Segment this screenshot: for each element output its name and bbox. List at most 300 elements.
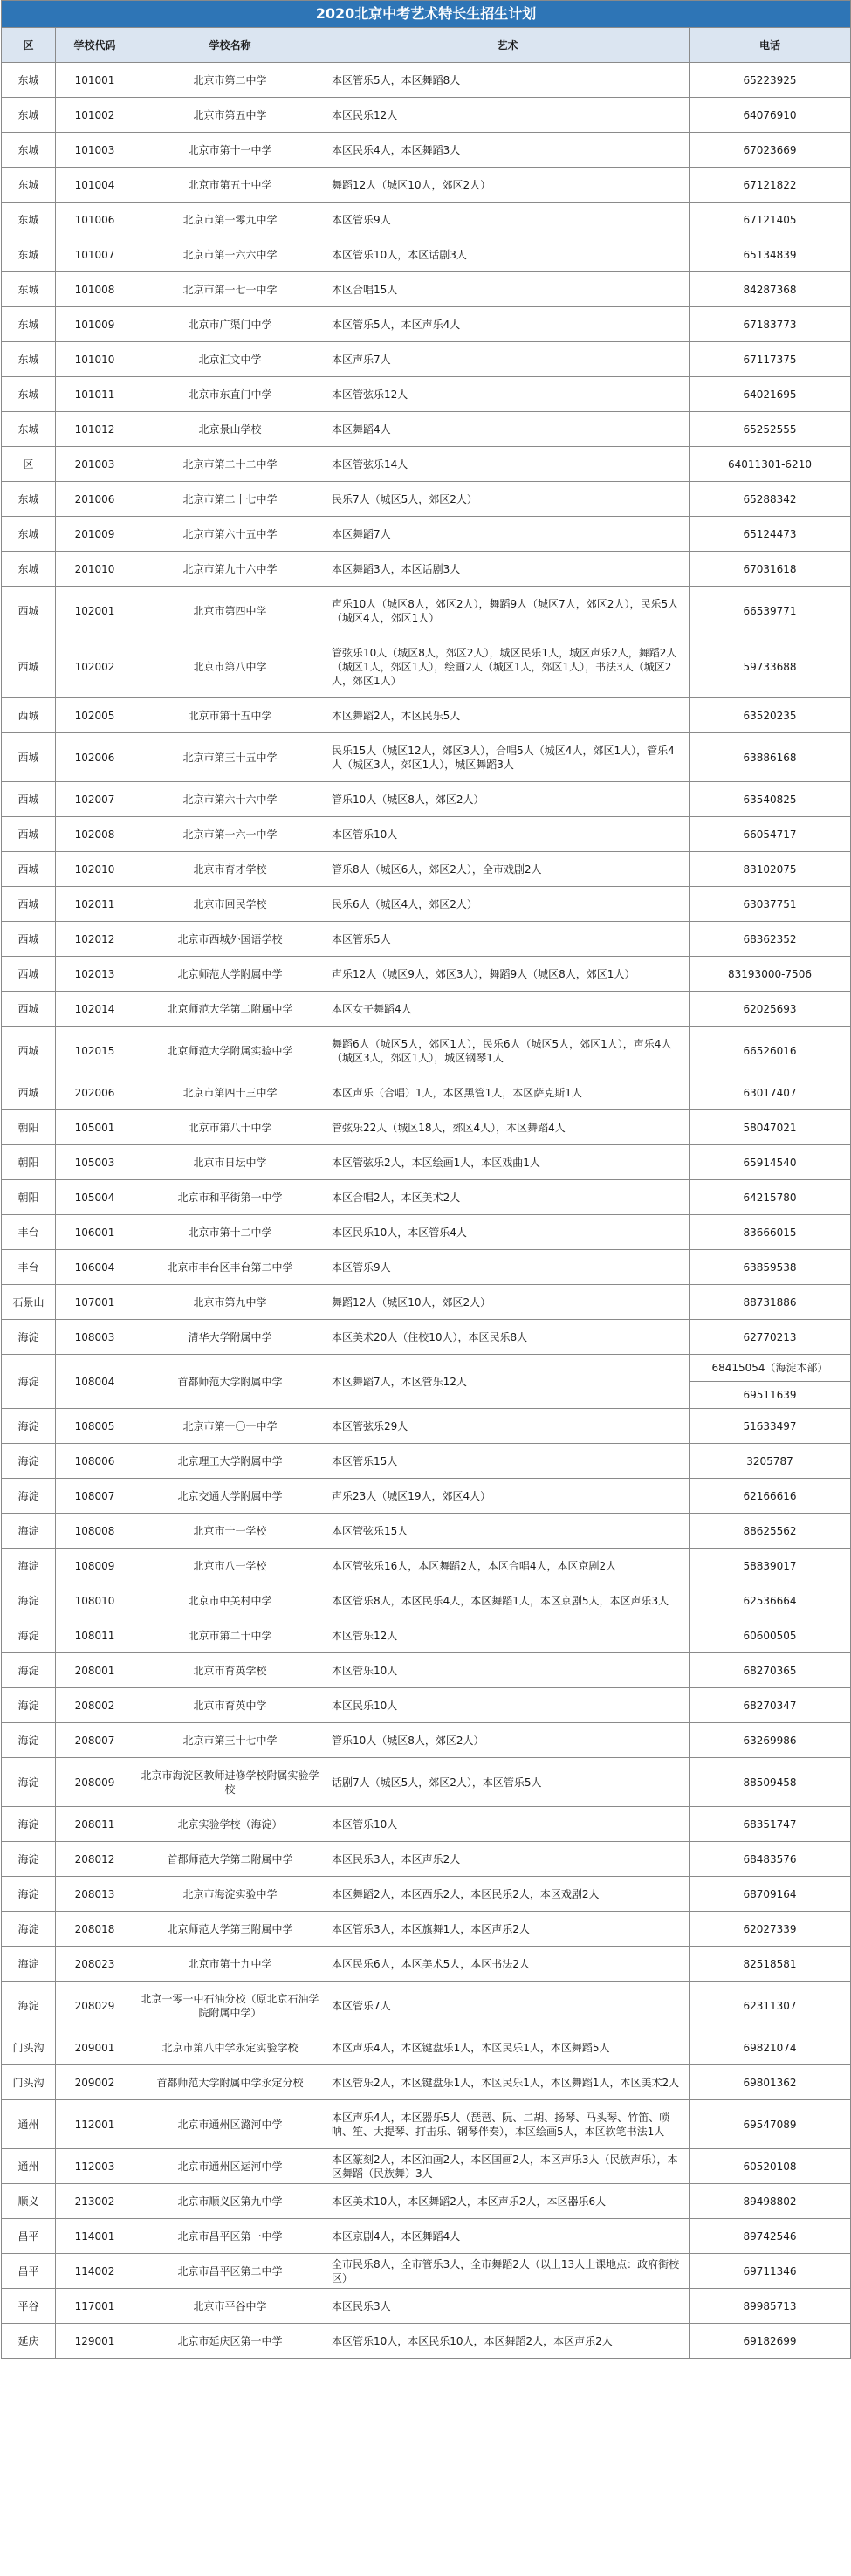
- code-cell: 102015: [56, 1027, 134, 1075]
- code-cell: 114002: [56, 2254, 134, 2289]
- school-cell: 北京市第十一中学: [134, 133, 326, 168]
- art-cell: 管乐10人（城区8人，郊区2人）: [326, 1723, 690, 1758]
- art-cell: 本区管乐10人: [326, 1807, 690, 1842]
- district-cell: 西城: [2, 635, 56, 698]
- district-cell: 东城: [2, 98, 56, 133]
- table-row: [2, 1583, 851, 1618]
- code-cell: 101006: [56, 203, 134, 237]
- code-cell: 101012: [56, 412, 134, 447]
- school-cell: 北京市第四中学: [134, 587, 326, 635]
- art-cell: 民乐15人（城区12人，郊区3人），合唱5人（城区4人，郊区1人），管乐4人（城区3人，郊区1人），城区舞蹈3人: [326, 733, 690, 782]
- phone-cell: 65223925: [690, 63, 851, 98]
- school-cell: 北京实验学校（海淀）: [134, 1807, 326, 1842]
- school-cell: 首都师范大学附属中学永定分校: [134, 2065, 326, 2100]
- art-cell: 本区管乐5人: [326, 922, 690, 957]
- district-cell: 昌平: [2, 2254, 56, 2289]
- school-cell: 北京市西城外国语学校: [134, 922, 326, 957]
- art-cell: 声乐12人（城区9人，郊区3人），舞蹈9人（城区8人，郊区1人）: [326, 957, 690, 992]
- school-cell: 北京市平谷中学: [134, 2289, 326, 2324]
- school-cell: 北京交通大学附属中学: [134, 1479, 326, 1514]
- school-cell: 北京师范大学附属实验中学: [134, 1027, 326, 1075]
- district-cell: 海淀: [2, 1688, 56, 1723]
- table-row: [2, 1075, 851, 1110]
- code-cell: 208029: [56, 1982, 134, 2030]
- table-row: [2, 1912, 851, 1947]
- phone-cell: 67117375: [690, 342, 851, 377]
- school-cell: 北京市第九十六中学: [134, 552, 326, 587]
- phone-cell: 63017407: [690, 1075, 851, 1110]
- district-cell: 东城: [2, 307, 56, 342]
- phone-cell: 83193000-7506: [690, 957, 851, 992]
- district-cell: 通州: [2, 2149, 56, 2184]
- district-cell: 朝阳: [2, 1180, 56, 1215]
- table-row: [2, 1320, 851, 1355]
- code-cell: 112003: [56, 2149, 134, 2184]
- phone-cell: 69182699: [690, 2324, 851, 2359]
- district-cell: 西城: [2, 782, 56, 817]
- school-cell: 北京市通州区潞河中学: [134, 2100, 326, 2149]
- table-row: [2, 698, 851, 733]
- school-cell: 北京市丰台区丰台第二中学: [134, 1250, 326, 1285]
- table-row: [2, 1180, 851, 1215]
- phone-cell: 84287368: [690, 272, 851, 307]
- art-cell: 管乐10人（城区8人，郊区2人）: [326, 782, 690, 817]
- district-cell: 西城: [2, 1075, 56, 1110]
- school-cell: 北京市十一学校: [134, 1514, 326, 1549]
- table-row: [2, 237, 851, 272]
- school-cell: 北京市第八中学永定实验学校: [134, 2030, 326, 2065]
- table-row: [2, 168, 851, 203]
- table-row: [2, 1549, 851, 1583]
- art-cell: 管乐8人（城区6人，郊区2人），全市戏剧2人: [326, 852, 690, 887]
- table-row: [2, 922, 851, 957]
- phone-cell: 62166616: [690, 1479, 851, 1514]
- school-cell: 北京市中关村中学: [134, 1583, 326, 1618]
- code-cell: 208011: [56, 1807, 134, 1842]
- school-cell: 北京市第一零九中学: [134, 203, 326, 237]
- phone-cell: 67183773: [690, 307, 851, 342]
- table-row: [2, 1618, 851, 1653]
- district-cell: 海淀: [2, 1320, 56, 1355]
- school-cell: 北京汇文中学: [134, 342, 326, 377]
- table-row: [2, 203, 851, 237]
- code-cell: 208009: [56, 1758, 134, 1807]
- school-cell: 北京市昌平区第二中学: [134, 2254, 326, 2289]
- phone-cell: 64011301-6210: [690, 447, 851, 482]
- table-row: [2, 447, 851, 482]
- district-cell: 西城: [2, 817, 56, 852]
- phone-cell: 63540825: [690, 782, 851, 817]
- phone-line: 68415054（海淀本部）: [711, 1362, 828, 1374]
- district-cell: 门头沟: [2, 2065, 56, 2100]
- code-cell: 108006: [56, 1444, 134, 1479]
- art-cell: 管弦乐10人（城区8人，郊区2人），城区民乐1人，城区声乐2人，舞蹈2人（城区1人，郊区1人），绘画2人（城区1人，郊区1人），书法3人（城区2人，郊区1人）: [326, 635, 690, 698]
- phone-cell: 65914540: [690, 1145, 851, 1180]
- district-cell: 西城: [2, 922, 56, 957]
- phone-cell: 66054717: [690, 817, 851, 852]
- school-cell: 北京市第二十中学: [134, 1618, 326, 1653]
- table-row: [2, 782, 851, 817]
- district-cell: 东城: [2, 342, 56, 377]
- phone-cell: [690, 1355, 851, 1409]
- art-cell: 舞蹈6人（城区5人，郊区1人），民乐6人（城区5人，郊区1人），声乐4人（城区3人，郊区1人），城区钢琴1人: [326, 1027, 690, 1075]
- art-cell: 本区民乐12人: [326, 98, 690, 133]
- district-cell: 西城: [2, 733, 56, 782]
- table-row: [2, 482, 851, 517]
- art-cell: 本区合唱15人: [326, 272, 690, 307]
- code-cell: 108010: [56, 1583, 134, 1618]
- art-cell: 本区民乐3人: [326, 2289, 690, 2324]
- phone-cell: 66526016: [690, 1027, 851, 1075]
- school-cell: 北京市育才学校: [134, 852, 326, 887]
- phone-cell: 69821074: [690, 2030, 851, 2065]
- table-row: [2, 1215, 851, 1250]
- phone-cell: 89742546: [690, 2219, 851, 2254]
- district-cell: 西城: [2, 587, 56, 635]
- code-cell: 209002: [56, 2065, 134, 2100]
- table-row: [2, 63, 851, 98]
- table-row: [2, 1982, 851, 2030]
- code-cell: 208023: [56, 1947, 134, 1982]
- art-cell: 本区管乐10人，本区民乐10人，本区舞蹈2人，本区声乐2人: [326, 2324, 690, 2359]
- district-cell: 海淀: [2, 1947, 56, 1982]
- district-cell: 海淀: [2, 1653, 56, 1688]
- table-row: [2, 2324, 851, 2359]
- district-cell: 西城: [2, 852, 56, 887]
- school-cell: 北京市第八中学: [134, 635, 326, 698]
- district-cell: 海淀: [2, 1479, 56, 1514]
- code-cell: 108011: [56, 1618, 134, 1653]
- phone-cell: 68709164: [690, 1877, 851, 1912]
- code-cell: 108008: [56, 1514, 134, 1549]
- school-cell: 北京一零一中石油分校（原北京石油学院附属中学）: [134, 1982, 326, 2030]
- code-cell: 108005: [56, 1409, 134, 1444]
- school-cell: 北京景山学校: [134, 412, 326, 447]
- art-cell: 本区管乐8人，本区民乐4人，本区舞蹈1人，本区京剧5人，本区声乐3人: [326, 1583, 690, 1618]
- code-cell: 101002: [56, 98, 134, 133]
- table-row: [2, 1514, 851, 1549]
- code-cell: 105001: [56, 1110, 134, 1145]
- district-cell: 石景山: [2, 1285, 56, 1320]
- district-cell: 海淀: [2, 1514, 56, 1549]
- school-cell: 北京市昌平区第一中学: [134, 2219, 326, 2254]
- phone-cell: 63859538: [690, 1250, 851, 1285]
- phone-cell: 62536664: [690, 1583, 851, 1618]
- phone-cell: 62027339: [690, 1912, 851, 1947]
- district-cell: 朝阳: [2, 1145, 56, 1180]
- phone-cell: 59733688: [690, 635, 851, 698]
- code-cell: 201009: [56, 517, 134, 552]
- phone-cell: 68483576: [690, 1842, 851, 1877]
- art-cell: 本区民乐4人，本区舞蹈3人: [326, 133, 690, 168]
- district-cell: 海淀: [2, 1912, 56, 1947]
- school-cell: 北京市第三十五中学: [134, 733, 326, 782]
- district-cell: 区: [2, 447, 56, 482]
- phone-cell: 58047021: [690, 1110, 851, 1145]
- art-cell: 本区舞蹈2人，本区西乐2人，本区民乐2人，本区戏剧2人: [326, 1877, 690, 1912]
- code-cell: 102014: [56, 992, 134, 1027]
- art-cell: 本区管乐9人: [326, 203, 690, 237]
- phone-cell: 68270347: [690, 1688, 851, 1723]
- district-cell: 丰台: [2, 1250, 56, 1285]
- school-cell: 北京市第五中学: [134, 98, 326, 133]
- code-cell: 102005: [56, 698, 134, 733]
- code-cell: 201010: [56, 552, 134, 587]
- table-body: [2, 63, 851, 2359]
- art-cell: 民乐6人（城区4人，郊区2人）: [326, 887, 690, 922]
- header-phone: 电话: [690, 28, 851, 63]
- table-row: [2, 1807, 851, 1842]
- phone-cell: 67031618: [690, 552, 851, 587]
- phone-cell: 69711346: [690, 2254, 851, 2289]
- table-row: [2, 2030, 851, 2065]
- art-cell: 本区篆刻2人，本区油画2人，本区国画2人，本区声乐3人（民族声乐），本区舞蹈（民族舞）3人: [326, 2149, 690, 2184]
- code-cell: 102007: [56, 782, 134, 817]
- art-cell: 本区京剧4人，本区舞蹈4人: [326, 2219, 690, 2254]
- art-cell: 本区管弦乐16人，本区舞蹈2人，本区合唱4人，本区京剧2人: [326, 1549, 690, 1583]
- art-cell: 民乐7人（城区5人，郊区2人）: [326, 482, 690, 517]
- art-cell: 本区管乐7人: [326, 1982, 690, 2030]
- school-cell: 清华大学附属中学: [134, 1320, 326, 1355]
- code-cell: 102006: [56, 733, 134, 782]
- code-cell: 101001: [56, 63, 134, 98]
- table-row: [2, 133, 851, 168]
- phone-cell: 67121822: [690, 168, 851, 203]
- district-cell: 海淀: [2, 1583, 56, 1618]
- school-cell: 北京师范大学第三附属中学: [134, 1912, 326, 1947]
- art-cell: 本区管乐3人，本区旗舞1人，本区声乐2人: [326, 1912, 690, 1947]
- art-cell: 管弦乐22人（城区18人，郊区4人），本区舞蹈4人: [326, 1110, 690, 1145]
- district-cell: 海淀: [2, 1723, 56, 1758]
- district-cell: 海淀: [2, 1355, 56, 1409]
- code-cell: 102013: [56, 957, 134, 992]
- school-cell: 北京市第六十五中学: [134, 517, 326, 552]
- art-cell: 全市民乐8人，全市管乐3人，全市舞蹈2人（以上13人上课地点：政府街校区）: [326, 2254, 690, 2289]
- code-cell: 107001: [56, 1285, 134, 1320]
- table-row: [2, 2065, 851, 2100]
- art-cell: 本区管乐5人，本区舞蹈8人: [326, 63, 690, 98]
- school-cell: 北京市第一六一中学: [134, 817, 326, 852]
- code-cell: 106001: [56, 1215, 134, 1250]
- art-cell: 本区管乐10人: [326, 1653, 690, 1688]
- school-cell: 北京市第六十六中学: [134, 782, 326, 817]
- table-row: [2, 957, 851, 992]
- school-cell: 北京市延庆区第一中学: [134, 2324, 326, 2359]
- art-cell: 本区舞蹈7人: [326, 517, 690, 552]
- art-cell: 本区管弦乐15人: [326, 1514, 690, 1549]
- code-cell: 105003: [56, 1145, 134, 1180]
- art-cell: 本区舞蹈2人，本区民乐5人: [326, 698, 690, 733]
- school-cell: 北京市育英中学: [134, 1688, 326, 1723]
- phone-cell: 89498802: [690, 2184, 851, 2219]
- code-cell: 101004: [56, 168, 134, 203]
- district-cell: 东城: [2, 168, 56, 203]
- code-cell: 208001: [56, 1653, 134, 1688]
- table-row: [2, 2100, 851, 2149]
- phone-cell: 67121405: [690, 203, 851, 237]
- table-row: [2, 1479, 851, 1514]
- table-row: [2, 1723, 851, 1758]
- code-cell: 108007: [56, 1479, 134, 1514]
- phone-cell: 64021695: [690, 377, 851, 412]
- code-cell: 102012: [56, 922, 134, 957]
- table-row: [2, 1877, 851, 1912]
- code-cell: 213002: [56, 2184, 134, 2219]
- district-cell: 东城: [2, 272, 56, 307]
- art-cell: 本区舞蹈7人，本区管乐12人: [326, 1355, 690, 1409]
- art-cell: 本区舞蹈3人，本区话剧3人: [326, 552, 690, 587]
- table-row: [2, 2254, 851, 2289]
- phone-cell: 66539771: [690, 587, 851, 635]
- school-cell: 北京市第十二中学: [134, 1215, 326, 1250]
- table-row: [2, 817, 851, 852]
- phone-cell: 65288342: [690, 482, 851, 517]
- phone-cell: 82518581: [690, 1947, 851, 1982]
- art-cell: 本区美术10人，本区舞蹈2人，本区声乐2人，本区器乐6人: [326, 2184, 690, 2219]
- phone-cell: 67023669: [690, 133, 851, 168]
- table-row: [2, 1250, 851, 1285]
- phone-cell: 63037751: [690, 887, 851, 922]
- school-cell: 北京师范大学附属中学: [134, 957, 326, 992]
- art-cell: 本区管弦乐2人，本区绘画1人，本区戏曲1人: [326, 1145, 690, 1180]
- table-row: [2, 1027, 851, 1075]
- art-cell: 本区管乐12人: [326, 1618, 690, 1653]
- art-cell: 本区声乐4人，本区器乐5人（琵琶、阮、二胡、扬琴、马头琴、竹笛、唢呐、笙、大提琴、打击乐、钢琴伴奏），本区绘画5人，本区软笔书法1人: [326, 2100, 690, 2149]
- art-cell: 本区管乐10人，本区话剧3人: [326, 237, 690, 272]
- table-row: [2, 1355, 851, 1409]
- header-art: 艺术: [326, 28, 690, 63]
- phone-cell: 62311307: [690, 1982, 851, 2030]
- code-cell: 106004: [56, 1250, 134, 1285]
- code-cell: 208007: [56, 1723, 134, 1758]
- header-code: 学校代码: [56, 28, 134, 63]
- code-cell: 108004: [56, 1355, 134, 1409]
- phone-cell: 64215780: [690, 1180, 851, 1215]
- code-cell: 208018: [56, 1912, 134, 1947]
- code-cell: 114001: [56, 2219, 134, 2254]
- table-row: [2, 517, 851, 552]
- art-cell: 本区舞蹈4人: [326, 412, 690, 447]
- art-cell: 本区民乐6人，本区美术5人，本区书法2人: [326, 1947, 690, 1982]
- phone-cell: 69801362: [690, 2065, 851, 2100]
- art-cell: 声乐10人（城区8人，郊区2人），舞蹈9人（城区7人，郊区2人），民乐5人（城区4人，郊区1人）: [326, 587, 690, 635]
- phone-cell: 65124473: [690, 517, 851, 552]
- school-cell: 北京市第一六六中学: [134, 237, 326, 272]
- district-cell: 海淀: [2, 1758, 56, 1807]
- district-cell: 海淀: [2, 1982, 56, 2030]
- table-row: [2, 635, 851, 698]
- phone-cell: 3205787: [690, 1444, 851, 1479]
- table-row: [2, 377, 851, 412]
- art-cell: 本区管乐10人: [326, 817, 690, 852]
- school-cell: 北京市第八十中学: [134, 1110, 326, 1145]
- phone-cell: 83102075: [690, 852, 851, 887]
- district-cell: 通州: [2, 2100, 56, 2149]
- phone-line: 69511639: [690, 1381, 850, 1408]
- district-cell: 东城: [2, 377, 56, 412]
- art-cell: 舞蹈12人（城区10人，郊区2人）: [326, 1285, 690, 1320]
- district-cell: 顺义: [2, 2184, 56, 2219]
- district-cell: 海淀: [2, 1842, 56, 1877]
- table-row: [2, 1947, 851, 1982]
- table-row: [2, 98, 851, 133]
- phone-cell: 58839017: [690, 1549, 851, 1583]
- code-cell: 101007: [56, 237, 134, 272]
- table-row: [2, 272, 851, 307]
- school-cell: 北京市第三十七中学: [134, 1723, 326, 1758]
- art-cell: 本区女子舞蹈4人: [326, 992, 690, 1027]
- header-district: 区: [2, 28, 56, 63]
- district-cell: 海淀: [2, 1807, 56, 1842]
- school-cell: 北京市第一〇一中学: [134, 1409, 326, 1444]
- phone-cell: 89985713: [690, 2289, 851, 2324]
- header-school: 学校名称: [134, 28, 326, 63]
- table-row: [2, 2184, 851, 2219]
- table-row: [2, 342, 851, 377]
- code-cell: 102008: [56, 817, 134, 852]
- phone-cell: 83666015: [690, 1215, 851, 1250]
- table-row: [2, 1145, 851, 1180]
- code-cell: 101003: [56, 133, 134, 168]
- school-cell: 北京市海淀区教师进修学校附属实验学校: [134, 1758, 326, 1807]
- school-cell: 北京市第五十中学: [134, 168, 326, 203]
- district-cell: 丰台: [2, 1215, 56, 1250]
- district-cell: 平谷: [2, 2289, 56, 2324]
- art-cell: 本区管乐5人，本区声乐4人: [326, 307, 690, 342]
- phone-cell: 68270365: [690, 1653, 851, 1688]
- district-cell: 昌平: [2, 2219, 56, 2254]
- table-row: [2, 733, 851, 782]
- district-cell: 西城: [2, 1027, 56, 1075]
- phone-cell: 60600505: [690, 1618, 851, 1653]
- header-row: [2, 28, 851, 63]
- code-cell: 102011: [56, 887, 134, 922]
- school-cell: 北京市广渠门中学: [134, 307, 326, 342]
- art-cell: 本区合唱2人，本区美术2人: [326, 1180, 690, 1215]
- table-title: 2020北京中考艺术特长生招生计划: [1, 0, 851, 27]
- code-cell: 102010: [56, 852, 134, 887]
- district-cell: 海淀: [2, 1409, 56, 1444]
- district-cell: 东城: [2, 133, 56, 168]
- school-cell: 北京市第十九中学: [134, 1947, 326, 1982]
- district-cell: 门头沟: [2, 2030, 56, 2065]
- art-cell: 本区管弦乐12人: [326, 377, 690, 412]
- art-cell: 舞蹈12人（城区10人，郊区2人）: [326, 168, 690, 203]
- table-row: [2, 1688, 851, 1723]
- school-cell: 首都师范大学第二附属中学: [134, 1842, 326, 1877]
- phone-cell: 64076910: [690, 98, 851, 133]
- art-cell: 本区美术20人（住校10人），本区民乐8人: [326, 1320, 690, 1355]
- school-cell: 北京市通州区运河中学: [134, 2149, 326, 2184]
- table-row: [2, 307, 851, 342]
- table-row: [2, 1110, 851, 1145]
- phone-cell: 63886168: [690, 733, 851, 782]
- district-cell: 西城: [2, 887, 56, 922]
- phone-cell: 68351747: [690, 1807, 851, 1842]
- code-cell: 117001: [56, 2289, 134, 2324]
- school-cell: 北京市第十五中学: [134, 698, 326, 733]
- code-cell: 201006: [56, 482, 134, 517]
- code-cell: 101008: [56, 272, 134, 307]
- district-cell: 西城: [2, 992, 56, 1027]
- table-row: [2, 1444, 851, 1479]
- table-row: [2, 552, 851, 587]
- phone-cell: 63520235: [690, 698, 851, 733]
- district-cell: 西城: [2, 698, 56, 733]
- school-cell: 北京市顺义区第九中学: [134, 2184, 326, 2219]
- phone-cell: 60520108: [690, 2149, 851, 2184]
- phone-cell: 88625562: [690, 1514, 851, 1549]
